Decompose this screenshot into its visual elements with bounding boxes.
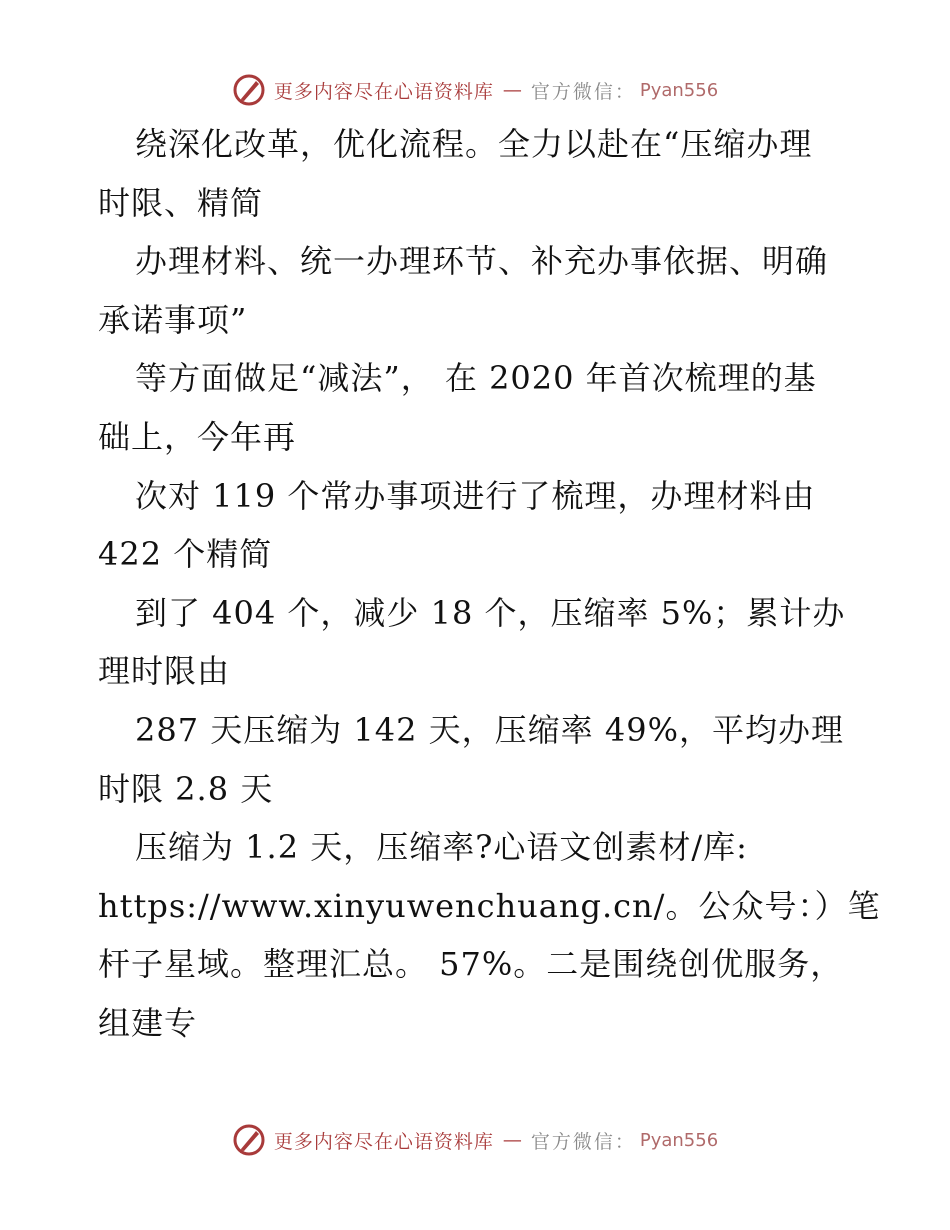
body-line: 杆子星域。整理汇总。 57%。二是围绕创优服务，	[98, 945, 844, 984]
header-watermark	[0, 70, 950, 110]
body-line: 组建专	[98, 1003, 198, 1042]
watermark-official-label: 官方微信：	[530, 1130, 636, 1153]
body-line: 422 个精简	[98, 535, 273, 574]
pen-logo-icon	[232, 73, 266, 107]
body-line: 办理材料、统一办理环节、补充办事依据、明确	[135, 242, 829, 281]
body-line: 础上，今年再	[98, 417, 297, 456]
document-body	[98, 115, 881, 1053]
watermark-wechat-id: Pyan556	[639, 79, 719, 101]
body-line: 理时限由	[98, 652, 231, 691]
watermark-official-label: 官方微信：	[530, 80, 636, 103]
watermark-brand: 更多内容尽在心语资料库	[273, 1130, 494, 1153]
body-line: 承诺事项”	[98, 300, 248, 339]
body-line: 到了 404 个，减少 18 个，压缩率 5%；累计办	[135, 593, 846, 632]
body-line: 287 天压缩为 142 天，压缩率 49%，平均办理	[135, 710, 844, 749]
body-line: 时限 2.8 天	[98, 769, 274, 808]
body-line: 时限、精简	[98, 183, 264, 222]
footer-watermark	[0, 1120, 950, 1160]
body-line: 绕深化改革，优化流程。全力以赴在“压缩办理	[135, 125, 813, 163]
watermark-dash: —	[502, 1129, 522, 1151]
body-line: 压缩为 1.2 天，压缩率?心语文创素材/库:	[135, 828, 748, 867]
watermark-brand: 更多内容尽在心语资料库	[273, 80, 494, 103]
body-line: 次对 119 个常办事项进行了梳理，办理材料由	[135, 476, 816, 515]
watermark-dash: —	[502, 79, 522, 101]
pen-logo-icon	[232, 1123, 266, 1157]
body-line: 等方面做足“减法”， 在 2020 年首次梳理的基	[135, 359, 817, 398]
body-line: https://www.xinyuwenchuang.cn/。公众号：）笔	[98, 886, 881, 925]
watermark-wechat-id: Pyan556	[639, 1129, 719, 1151]
